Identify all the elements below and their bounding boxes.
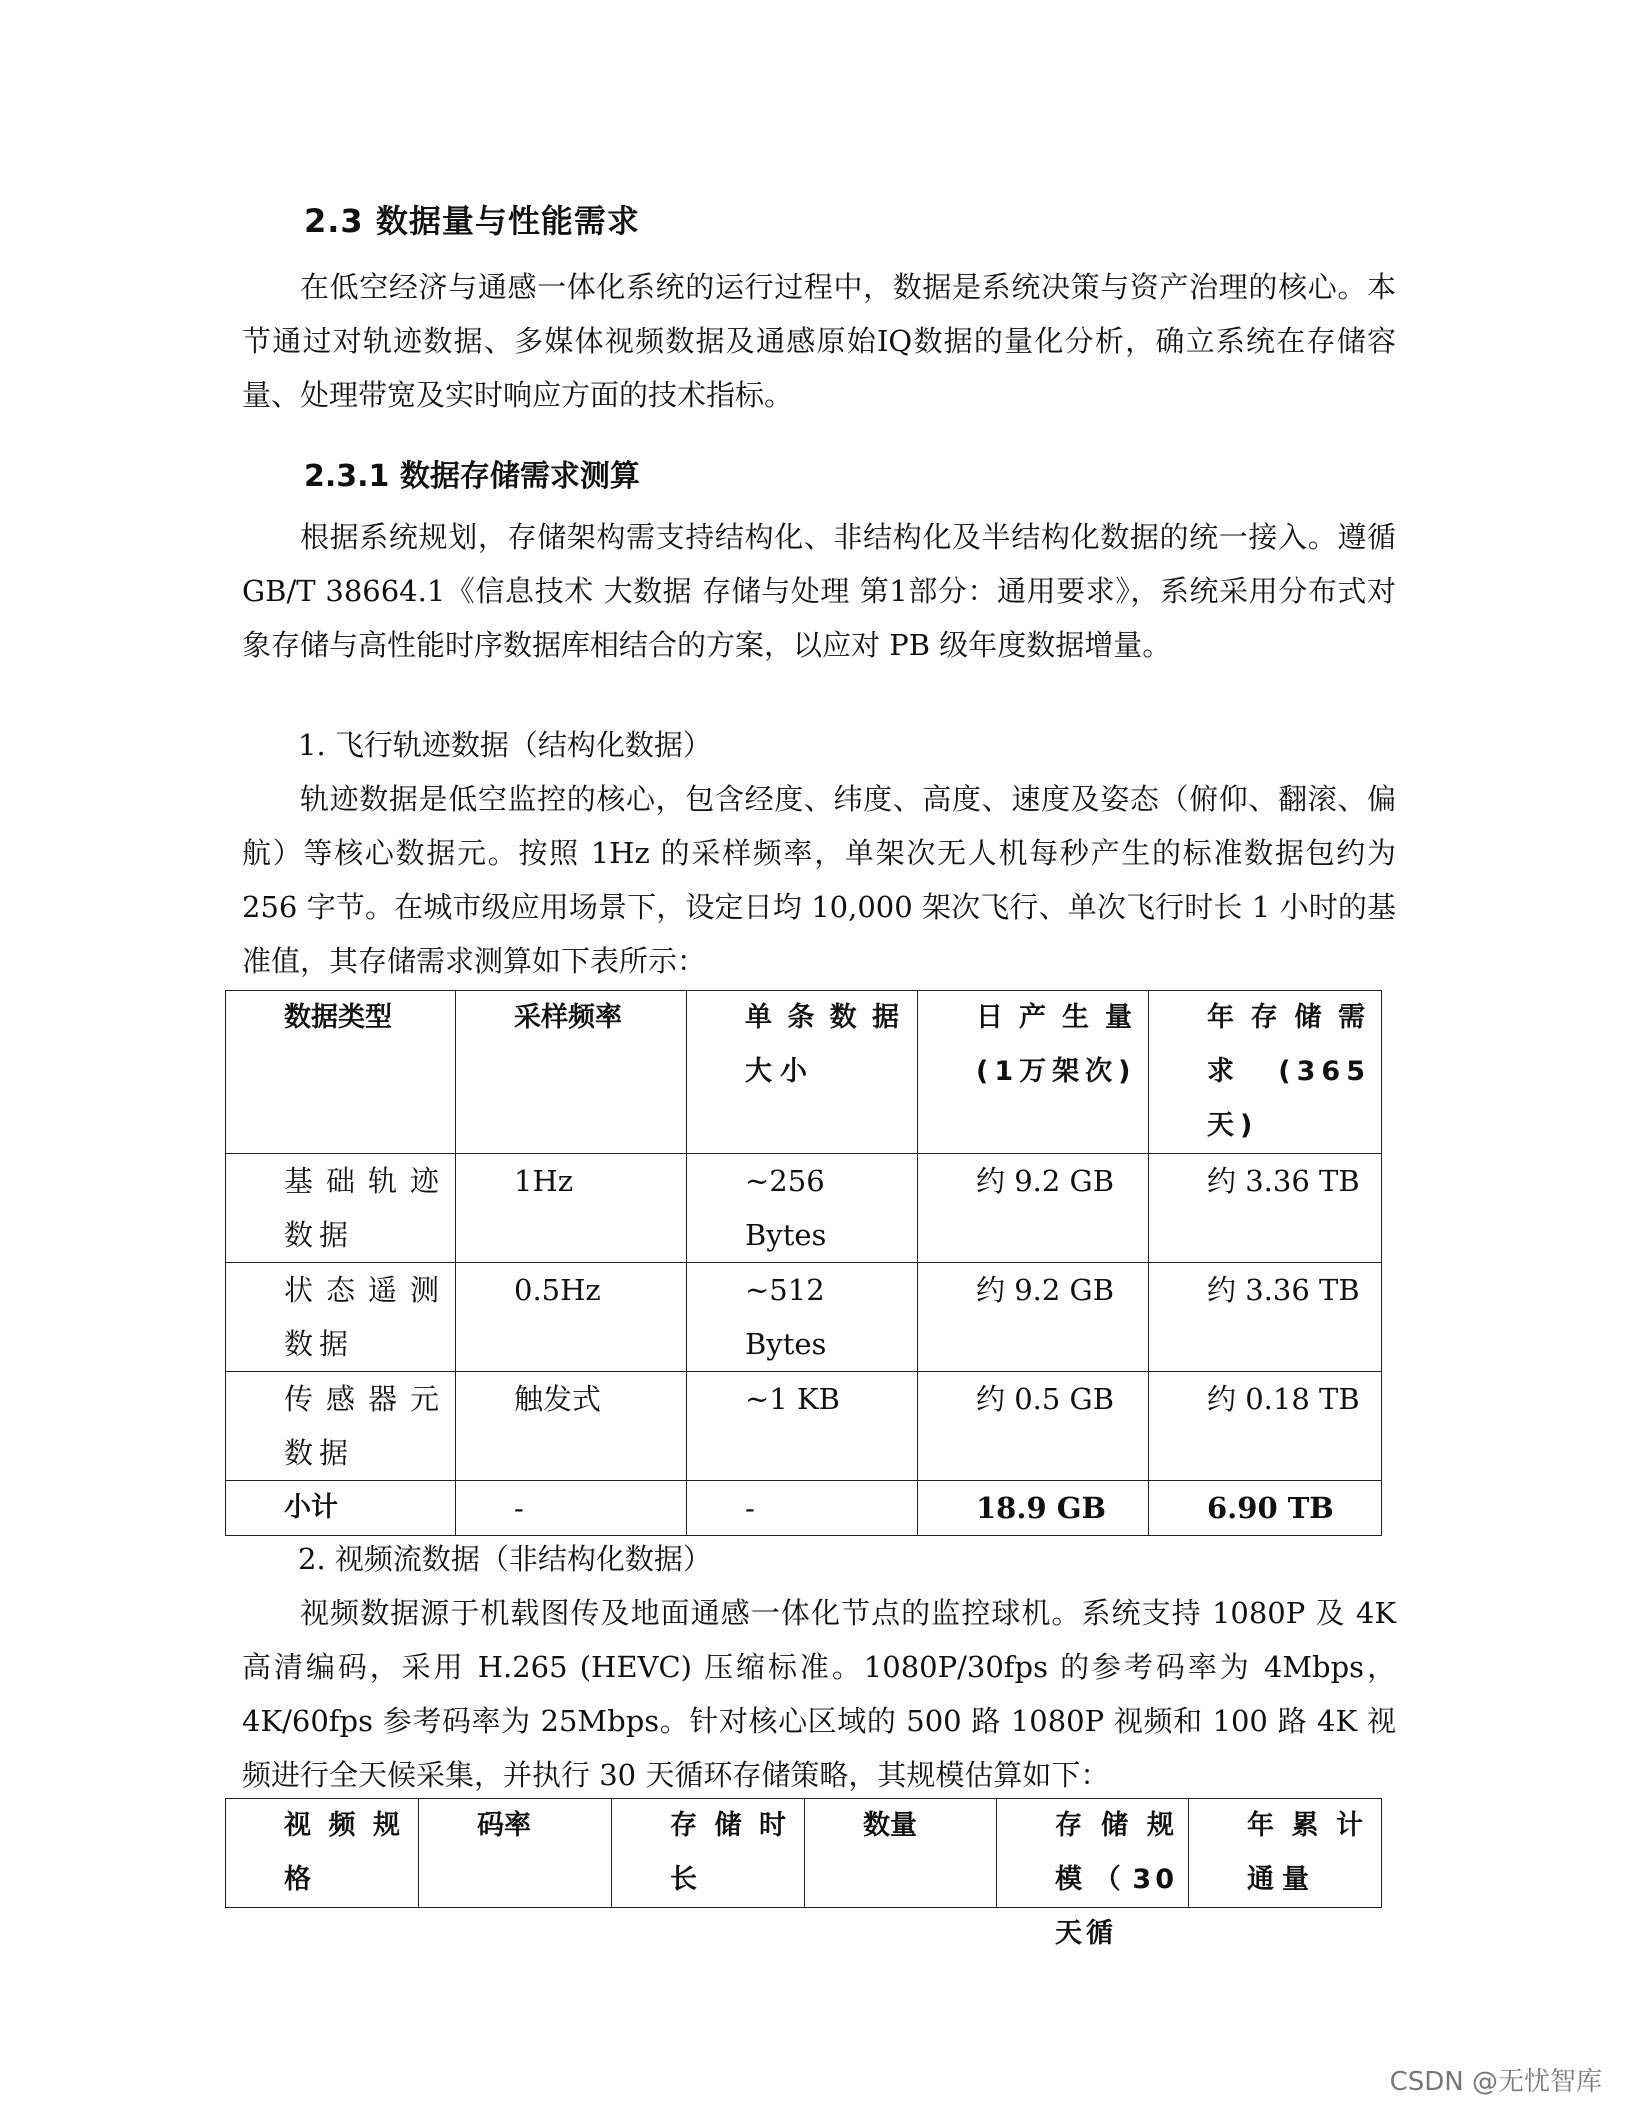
table-cell: 约 3.36 TB	[1149, 1154, 1382, 1263]
table-cell: 基础轨迹数据	[226, 1154, 456, 1263]
table-cell: 6.90 TB	[1149, 1481, 1382, 1536]
item2-title: 2. 视频流数据（非结构化数据）	[298, 1542, 712, 1576]
watermark: CSDN @无忧智库	[1389, 2067, 1602, 2097]
table-cell: 触发式	[456, 1372, 687, 1481]
table-cell: 0.5Hz	[456, 1263, 687, 1372]
table-cell: 约 0.5 GB	[918, 1372, 1149, 1481]
item1-text: 轨迹数据是低空监控的核心，包含经度、纬度、高度、速度及姿态（俯仰、翻滚、偏航）等核心数据元。按照 1Hz 的采样频率，单架次无人机每秒产生的标准数据包约为 256 字节。在城市级应用场景下，设定日均 10,000 架次飞行、单次飞行时长 1 小时的基准值，其存储需求测算如下表所示：	[242, 782, 1396, 978]
table-cell: 小计	[226, 1481, 456, 1536]
section-heading: 2.3 数据量与性能需求	[304, 202, 640, 240]
table-cell: 约 0.18 TB	[1149, 1372, 1382, 1481]
section-intro: 在低空经济与通感一体化系统的运行过程中，数据是系统决策与资产治理的核心。本节通过对轨迹数据、多媒体视频数据及通感原始IQ数据的量化分析，确立系统在存储容量、处理带宽及实时响应方面的技术指标。	[242, 270, 1396, 412]
subsection-heading: 2.3.1 数据存储需求测算	[304, 459, 640, 494]
table-cell: 传感器元数据	[226, 1372, 456, 1481]
table-row	[226, 1263, 1382, 1372]
table-header-cell: 数量	[805, 1799, 997, 1908]
table-header-cell: 存储规模（30天循	[997, 1799, 1189, 1908]
table-cell: 18.9 GB	[918, 1481, 1149, 1536]
table-cell: -	[456, 1481, 687, 1536]
table-total-row	[226, 1481, 1382, 1536]
video-storage-table	[225, 1798, 1382, 1949]
table-header-cell: 数据类型	[226, 991, 456, 1154]
table-cell: 约 9.2 GB	[918, 1154, 1149, 1263]
table-header-cell: 视频规格	[226, 1799, 419, 1908]
table-header-row	[226, 1799, 1382, 1908]
trajectory-storage-table	[225, 990, 1382, 1536]
table-header-cell: 单条数据大小	[687, 991, 918, 1154]
table-header-row	[226, 991, 1382, 1154]
table-cell: 1Hz	[456, 1154, 687, 1263]
item2-text: 视频数据源于机载图传及地面通感一体化节点的监控球机。系统支持 1080P 及 4K 高清编码，采用 H.265 (HEVC) 压缩标准。1080P/30fps 的参考码率为 4Mbps，4K/60fps 参考码率为 25Mbps。针对核心区域的 500 路 1080P 视频和 100 路 4K 视频进行全天候采集，并执行 30 天循环存储策略，其规模估算如下：	[242, 1596, 1396, 1792]
table-header-cell: 码率	[419, 1799, 612, 1908]
table-cell: 状态遥测数据	[226, 1263, 456, 1372]
table-header-cell: 年存储需求(365天)	[1149, 991, 1382, 1154]
table-cell: ~256 Bytes	[687, 1154, 918, 1263]
table-header-cell: 存储时长	[612, 1799, 805, 1908]
table-header-cell: 年累计通量	[1189, 1799, 1382, 1908]
table-cell: ~1 KB	[687, 1372, 918, 1481]
table-row	[226, 1372, 1382, 1481]
subsection-intro: 根据系统规划，存储架构需支持结构化、非结构化及半结构化数据的统一接入。遵循 GB/T 38664.1《信息技术 大数据 存储与处理 第1部分：通用要求》，系统采用分布式对象存储与高性能时序数据库相结合的方案，以应对 PB 级年度数据增量。	[242, 520, 1396, 662]
table-header-cell: 日产生量(1万架次)	[918, 991, 1149, 1154]
table-cell: 约 3.36 TB	[1149, 1263, 1382, 1372]
table-cell: -	[687, 1481, 918, 1536]
table-row	[226, 1154, 1382, 1263]
table-cell: 约 9.2 GB	[918, 1263, 1149, 1372]
table-header-cell: 采样频率	[456, 991, 687, 1154]
table-cell: ~512 Bytes	[687, 1263, 918, 1372]
item1-title: 1. 飞行轨迹数据（结构化数据）	[298, 728, 712, 762]
